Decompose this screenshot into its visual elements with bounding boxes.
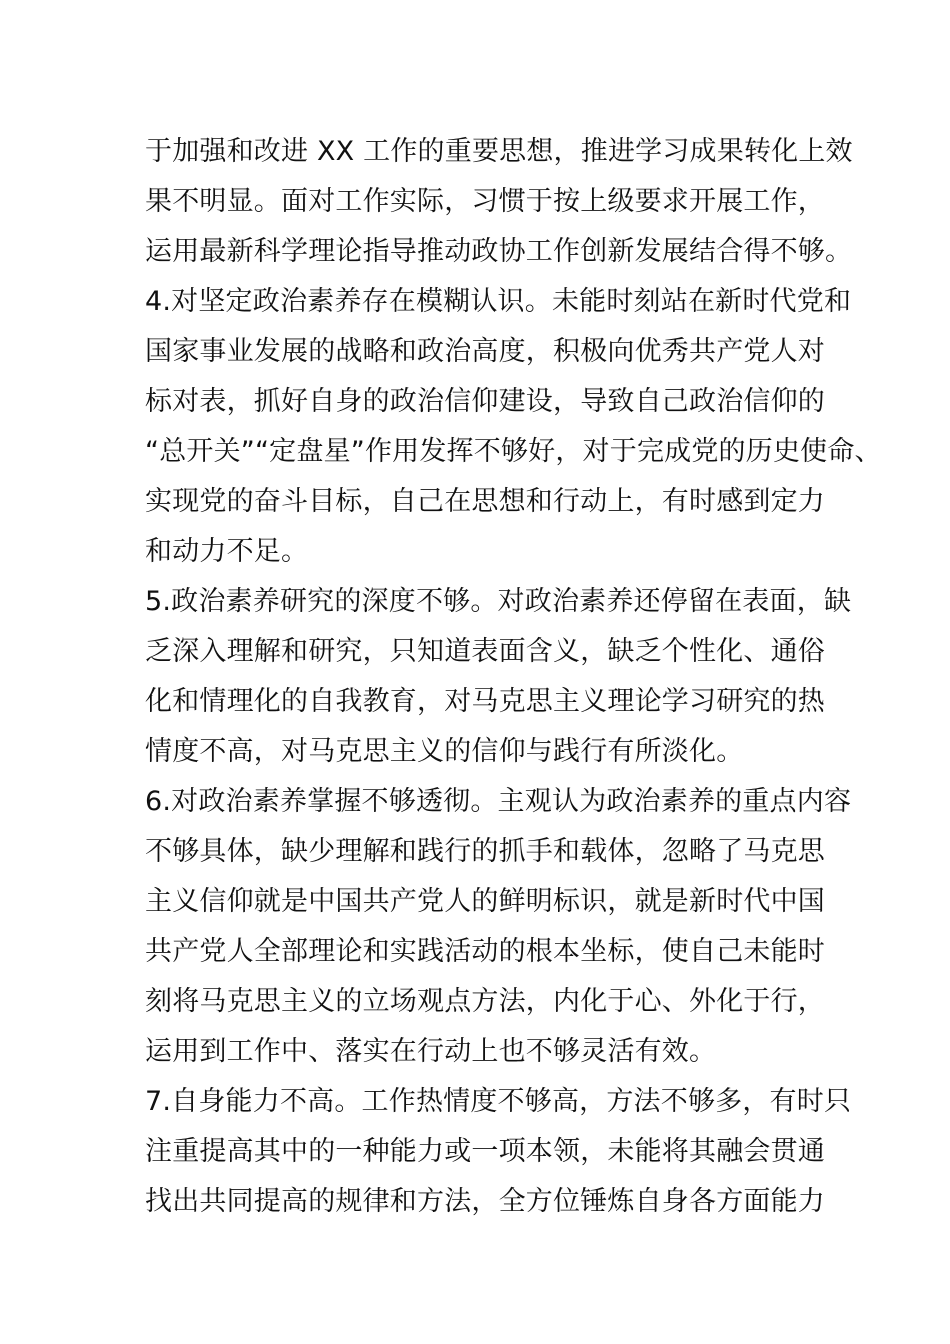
text-line: 国家事业发展的战略和政治高度，积极向优秀共产党人对 bbox=[145, 336, 825, 367]
text-line: 4.对坚定政治素养存在模糊认识。未能时刻站在新时代党和 bbox=[145, 286, 852, 317]
text-line: 和动力不足。 bbox=[145, 536, 309, 567]
document-body bbox=[145, 127, 882, 1227]
text-line: “总开关”“定盘星”作用发挥不够好，对于完成党的历史使命、 bbox=[145, 436, 882, 467]
text-line: 主义信仰就是中国共产党人的鲜明标识，就是新时代中国 bbox=[145, 886, 825, 917]
text-line: 共产党人全部理论和实践活动的根本坐标，使自己未能时 bbox=[145, 936, 825, 967]
text-line: 刻将马克思主义的立场观点方法，内化于心、外化于行， bbox=[145, 986, 825, 1017]
text-line: 6.对政治素养掌握不够透彻。主观认为政治素养的重点内容 bbox=[145, 786, 852, 817]
text-line: 7.自身能力不高。工作热情度不够高，方法不够多，有时只 bbox=[145, 1086, 852, 1117]
text-line: 运用到工作中、落实在行动上也不够灵活有效。 bbox=[145, 1036, 717, 1067]
text-line: 乏深入理解和研究，只知道表面含义，缺乏个性化、通俗 bbox=[145, 636, 825, 667]
text-line: 5.政治素养研究的深度不够。对政治素养还停留在表面，缺 bbox=[145, 586, 852, 617]
text-line: 果不明显。面对工作实际，习惯于按上级要求开展工作， bbox=[145, 186, 825, 217]
text-line: 运用最新科学理论指导推动政协工作创新发展结合得不够。 bbox=[145, 236, 853, 267]
text-line: 找出共同提高的规律和方法，全方位锤炼自身各方面能力 bbox=[145, 1186, 825, 1217]
text-line: 于加强和改进 XX 工作的重要思想，推进学习成果转化上效 bbox=[145, 136, 853, 167]
text-line: 实现党的奋斗目标，自己在思想和行动上，有时感到定力 bbox=[145, 486, 825, 517]
text-line: 标对表，抓好自身的政治信仰建设，导致自己政治信仰的 bbox=[145, 386, 825, 417]
text-line: 化和情理化的自我教育，对马克思主义理论学习研究的热 bbox=[145, 686, 825, 717]
text-line: 情度不高，对马克思主义的信仰与践行有所淡化。 bbox=[145, 736, 744, 767]
text-line: 不够具体，缺少理解和践行的抓手和载体，忽略了马克思 bbox=[145, 836, 825, 867]
text-line: 注重提高其中的一种能力或一项本领，未能将其融会贯通 bbox=[145, 1136, 825, 1167]
